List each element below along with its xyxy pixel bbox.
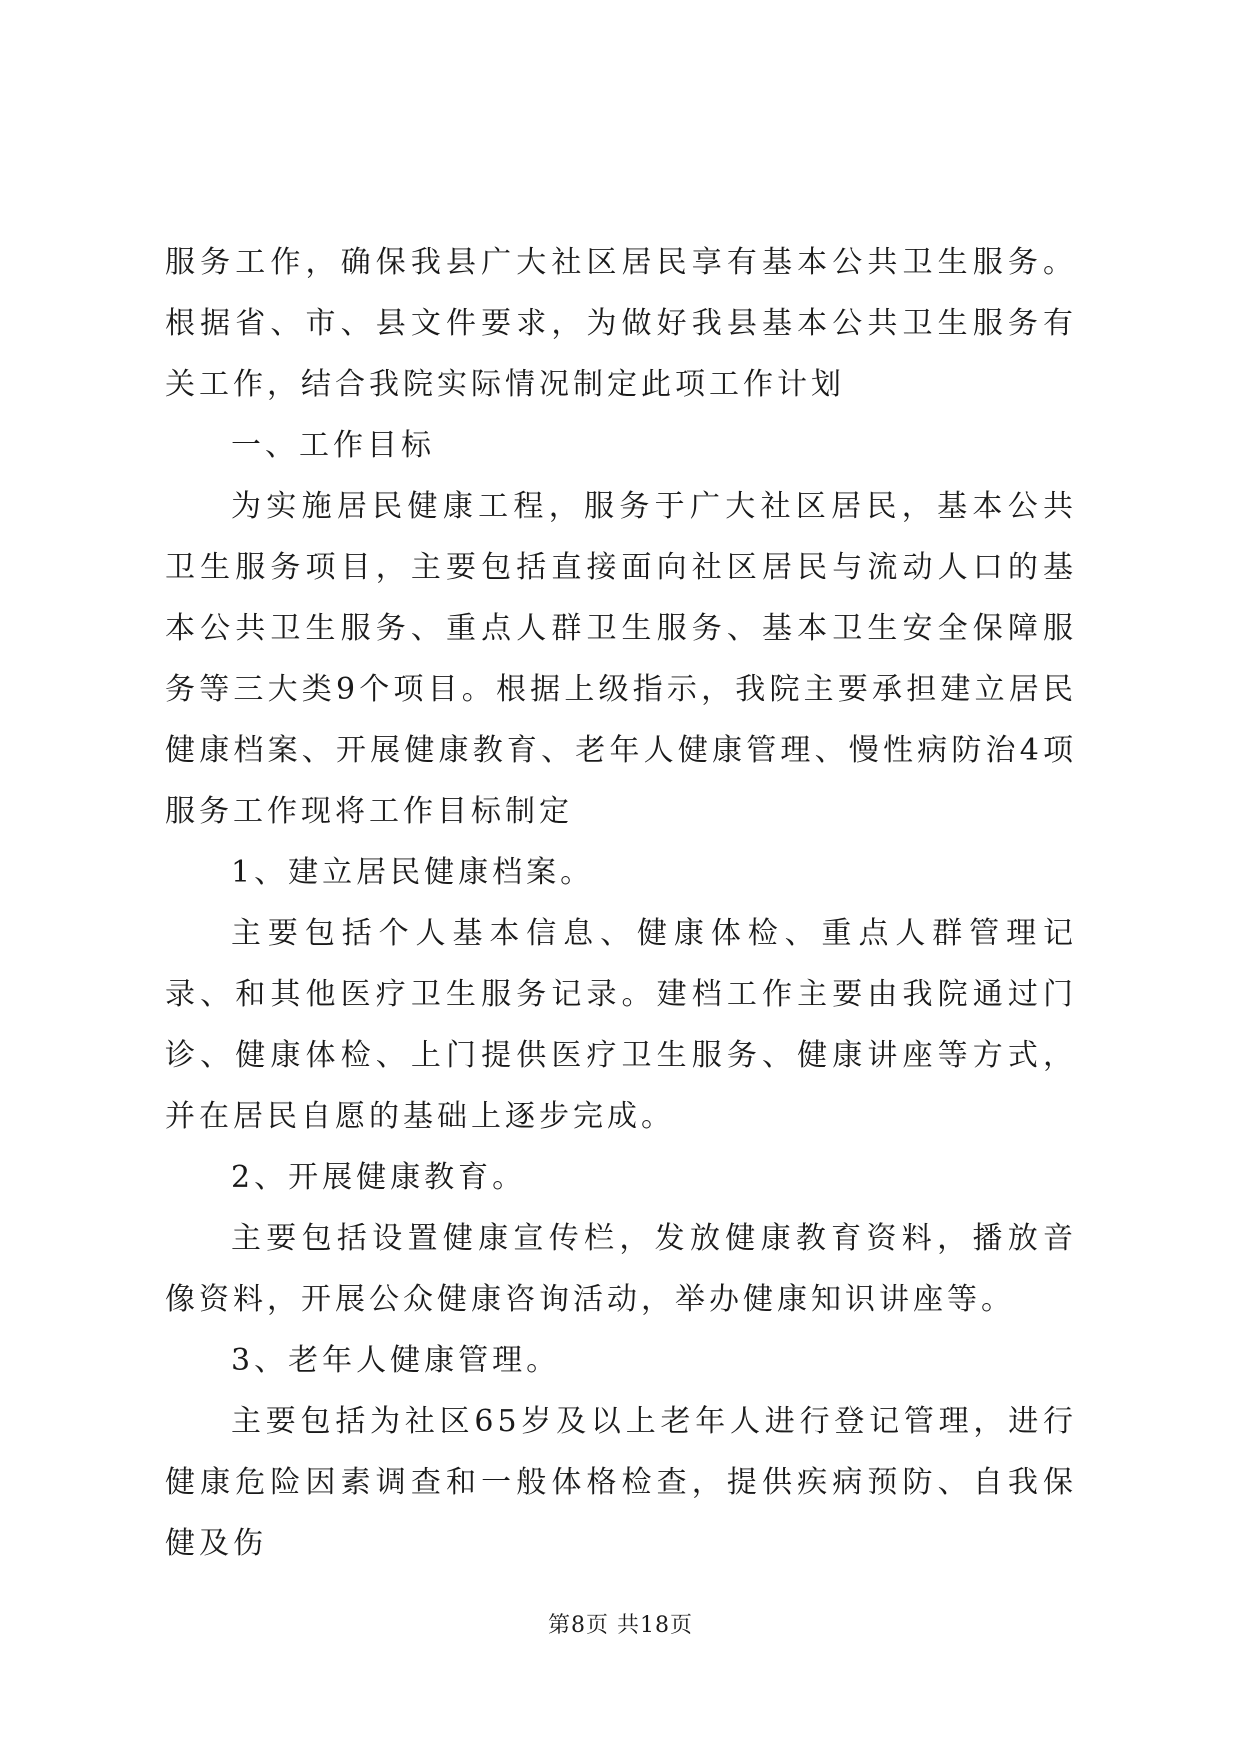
heading-health-education: 2、开展健康教育。: [231, 1160, 527, 1195]
paragraph-health-records: 主要包括个人基本信息、健康体检、重点人群管理记录、和其他医疗卫生服务记录。建档工作主要由我院通过门诊、健康体检、上门提供医疗卫生服务、健康讲座等方式，并在居民自愿的基础上逐步完成。: [165, 916, 1077, 1134]
paragraph-health-education: 主要包括设置健康宣传栏，发放健康教育资料，播放音像资料，开展公众健康咨询活动，举办健康知识讲座等。: [165, 1221, 1077, 1317]
heading-elderly-care: 3、老年人健康管理。: [231, 1343, 561, 1378]
paragraph-goals: 为实施居民健康工程，服务于广大社区居民，基本公共卫生服务项目，主要包括直接面向社区居民与流动人口的基本公共卫生服务、重点人群卫生服务、基本卫生安全保障服务等三大类9个项目。根据上级指示，我院主要承担建立居民健康档案、开展健康教育、老年人健康管理、慢性病防治4项服务工作现将工作目标制定: [165, 489, 1077, 829]
heading-work-goals: 一、工作目标: [231, 428, 435, 463]
heading-health-records: 1、建立居民健康档案。: [231, 855, 595, 890]
document-body: [165, 232, 1077, 1574]
paragraph-elderly-care: 主要包括为社区65岁及以上老年人进行登记管理，进行健康危险因素调查和一般体格检查，提供疾病预防、自我保健及伤: [165, 1404, 1077, 1561]
page-number-footer: 第8页 共18页: [548, 1613, 693, 1638]
paragraph-intro: 服务工作，确保我县广大社区居民享有基本公共卫生服务。根据省、市、县文件要求，为做好我县基本公共卫生服务有关工作，结合我院实际情况制定此项工作计划: [165, 245, 1077, 402]
